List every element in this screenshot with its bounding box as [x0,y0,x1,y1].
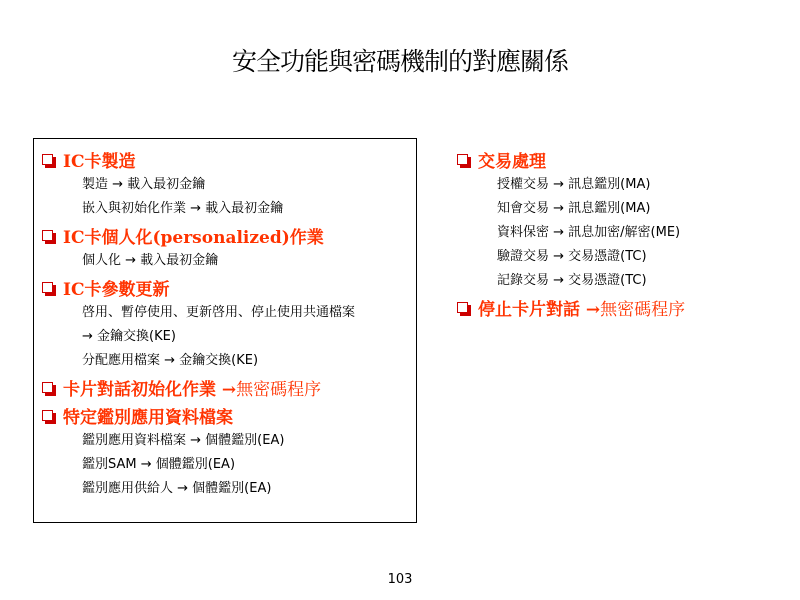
section-heading: 特定鑑別應用資料檔案 [40,401,418,429]
list-item: 分配應用檔案 → 金鑰交換(KE) [82,353,259,368]
square-bullet-icon [42,410,53,421]
list-item: 鑑別應用資料檔案 → 個體鑑別(EA) [82,433,285,448]
list-item: 授權交易 → 訊息鑑別(MA) [497,177,651,192]
square-bullet-icon [42,282,53,293]
list-item: 啓用、暫停使用、更新啓用、停止使用共通檔案 [82,305,356,320]
list-item: 驗證交易 → 交易憑證(TC) [497,249,647,264]
list-item: 嵌入與初始化作業 → 載入最初金鑰 [82,201,284,216]
list-item: 製造 → 載入最初金鑰 [82,177,206,192]
square-bullet-icon [457,302,468,313]
square-bullet-icon [42,230,53,241]
section-heading: IC卡參數更新 [40,273,418,301]
section-heading: 交易處理 [455,145,785,173]
list-item: 記錄交易 → 交易憑證(TC) [497,273,647,288]
list-item: 知會交易 → 訊息鑑別(MA) [497,201,651,216]
list-item: 鑑別應用供給人 → 個體鑑別(EA) [82,481,272,496]
list-item: 資料保密 → 訊息加密/解密(ME) [497,225,681,240]
square-bullet-icon [42,154,53,165]
left-column [40,145,418,501]
right-column [455,145,785,321]
square-bullet-icon [42,382,53,393]
section-heading: IC卡個人化(personalized)作業 [40,221,418,249]
page-number: 103 [387,572,413,587]
page-title: 安全功能與密碼機制的對應關係 [231,47,568,76]
section-heading: IC卡製造 [40,145,418,173]
square-bullet-icon [457,154,468,165]
list-item: → 金鑰交換(KE) [82,329,176,344]
section-heading: 停止卡片對話 → 無密碼程序 [455,293,785,321]
list-item: 鑑別SAM → 個體鑑別(EA) [82,457,236,472]
list-item: 個人化 → 載入最初金鑰 [82,253,219,268]
section-heading: 卡片對話初始化作業 → 無密碼程序 [40,373,418,401]
